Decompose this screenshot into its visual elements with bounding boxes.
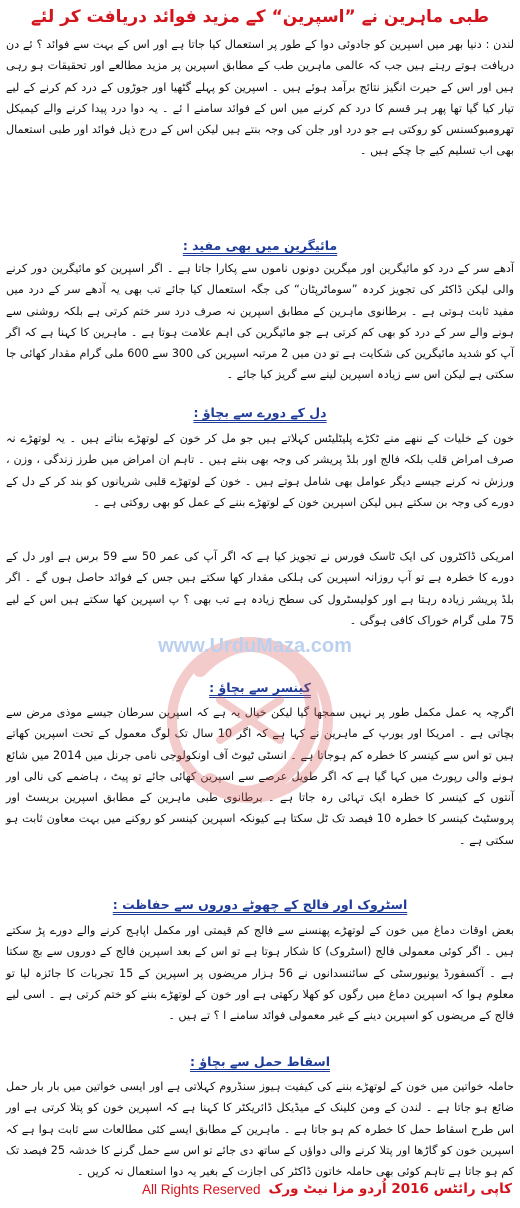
section-heading-label: دل کے دورے سے بچاؤ : [193, 405, 327, 420]
section-heading-miscarriage [0, 1052, 520, 1072]
section-heading-cancer [0, 678, 520, 698]
page-title: طبی ماہرین نے ”اسپرین“ کے مزید فوائد دریافت کر لئے [30, 7, 490, 27]
heart-paragraph-2: امریکی ڈاکٹروں کی ایک ٹاسک فورس نے تجویز کیا ہے کہ اگر آپ کی عمر 50 سے 59 برس ہے اور دل کے دورے کا خطرہ ہے تو آپ روزانہ اسپرین کی ہلکی مقدار کھا سکتے ہیں جس کے فوائد حاصل ہوں گے ۔ اگر بلڈ پریشر زیادہ رہتا ہے اور کولیسٹرول کی سطح زیادہ ہے تب بھی ؟ پ اسپرین کھا سکتے ہیں اس کے لیے 75 ملی گرام خوراک کافی ہوگی ۔ [6, 550, 514, 627]
section-heading-label: اسٹروک اور فالج کے چھوٹے دوروں سے حفاظت : [112, 897, 408, 912]
section-heading-heart [0, 403, 520, 423]
cancer-paragraph: اگرچہ یہ عمل مکمل طور پر نہیں سمجھا گیا لیکن خیال یہ ہے کہ اسپرین سرطان جیسے موذی مرض سے بچاتی ہے ۔ امریکا اور یورپ کے ماہرین نے کہا ہے کہ اگر 10 سال تک لوگ معمول کے تحت اسپرین کھاتے ہیں تو اس سے کینسر کا خطرہ کم ہوجاتا ہے ۔ انسٹی ٹیوٹ آف اونکولوجی نامی جرنل میں 2014 میں شائع ہونے والی رپورٹ میں کہا گیا ہے کہ اگر طویل عرصے سے اسپرین کھائی جائے تو پیٹ ، ہاضمے کی نالی اور آنتوں کے کینسر کا خطرہ ایک تہائی رہ جاتا ہے ۔ برطانوی طبی ماہرین کے مطابق اسپرین بریسٹ اور پروسٹیٹ کینسر کا خطرہ 10 فیصد تک ٹل سکتا ہے کیونکہ اسپرین کینسر کو روکنے میں بہت معاون ثابت ہو سکتی ہے ۔ [6, 706, 514, 847]
section-heading-label: اسقاط حمل سے بچاؤ : [190, 1054, 330, 1069]
copyright-text: کاپی رائٹس 2016 اُردو مزا نیٹ ورک [268, 1181, 512, 1197]
watermark-text: www.UrduMaza.com [158, 635, 352, 657]
section-heading-label: کینسر سے بچاؤ : [209, 680, 311, 695]
section-heading-stroke [0, 895, 520, 915]
section-heading-migraine [0, 236, 520, 256]
all-rights-reserved-text: All Rights Reserved [142, 1182, 261, 1197]
intro-paragraph: لندن : دنیا بھر میں اسپرین کو جادوئی دوا کے طور پر استعمال کیا جاتا ہے اور اس کے بہت سے فوائد ؟ ئے دن دریافت ہوتے رہتے ہیں جب کہ عالمی ماہرین طب کے مطابق اسپرین پر مزید مطالعے اور تحقیقات ہو رہی ہیں اور اس کے حیرت انگیز نتائج برآمد ہوئے ہیں ۔ اسپرین کو پہلے گٹھیا اور جوڑوں کے درد کم کرنے کے لیے تیار کیا گیا تھا پھر ہر قسم کا درد کم کرنے میں اس کے فوائد سامنے ا ئے ۔ یہ دوا درد پیدا کرنے والے کیمیکل تھرومبوکسنس کو روکتی ہے جو درد اور جلن کی وجہ بنتے ہیں لیکن اس کے درج ذیل فوائد اور طبی استعمال بھی اب تسلیم کیے جا چکے ہیں ۔ [6, 38, 514, 158]
section-heading-label: مائیگرین میں بھی مفید : [182, 238, 338, 253]
migraine-paragraph: آدھے سر کے درد کو مائیگرین اور میگرین دونوں ناموں سے پکارا جاتا ہے ۔ اگر اسپرین کو مائیگرین دور کرنے والی لیکن ڈاکٹر کی تجویز کردہ ”سوماٹرپٹان“ کی جگہ استعمال کیا جائے تب بھی یہ آدھے سر کے درد میں مفید ثابت ہوتی ہے ۔ برطانوی ماہرین کے مطابق اسپرین نہ صرف درد سر ختم کرتی ہے بلکہ روشنی سے ہونے والے سر کے درد کو بھی کم کرتی ہے جو مائیگرین کی اہم علامت ہوتا ہے ۔ ماہرین کا کہنا ہے کہ اگر آپ کو شدید مائیگرین کی شکایت ہے تو دن میں 2 مرتبہ اسپرین کی 300 سے 600 ملی گرام مقدار کھائی جا سکتی ہے لیکن اس سے زیادہ اسپرین لینے سے گریز کیا جائے ۔ [6, 262, 515, 382]
stroke-paragraph: بعض اوقات دماغ میں خون کے لوتھڑے پھنسنے سے فالج کم قیمتی اور مکمل اپاہج کرنے والے دورے پڑ سکتے ہیں ۔ اگر کوئی معمولی فالج (اسٹروک) کا شکار ہوتا ہے تو اس کے بعد اسپرین فالج کے دوروں سے بچ سکتا ہے ۔ آکسفورڈ یونیورسٹی کے سائنسدانوں نے 56 ہزار مریضوں پر اسپرین کے 15 تجربات کا جائزہ لیا تو معلوم ہوا کہ اسپرین دماغ میں رگوں کو کھلا رکھتی ہے اور خون کے لوتھڑے بننے کو ختم کرتی ہے ۔ اسی لیے فالج کے مریضوں کو اسپرین دینے کے غیر معمولی فوائد سامنے ا ؟ تے ہیں ۔ [6, 924, 514, 1023]
heart-paragraph: خون کے خلیات کے ننھے منے ٹکڑے پلیٹلیٹس کہلاتے ہیں جو مل کر خون کے لوتھڑے بناتے ہیں ۔ یہ لوتھڑے نہ صرف امراض قلب بلکہ فالج اور بلڈ پریشر کی وجہ بھی بنتے ہیں ۔ تاہم ان امراض میں طرز زندگی ، وزن ، ورزش نہ کرنے جیسے دیگر عوامل بھی شامل ہوتے ہیں ۔ خون کے لوتھڑے قلبی شریانوں کو بند کر کے دل کے دورے کی وجہ بن سکتے ہیں لیکن اسپرین خون کے لوتھڑے بننے کے عمل کو بھی روکتی ہے ۔ [6, 432, 514, 509]
miscarriage-paragraph: حاملہ خواتین میں خون کے لوتھڑے بننے کی کیفیت ہیوز سنڈروم کہلاتی ہے اور ایسی خواتین میں بار بار حمل ضائع ہو جاتا ہے ۔ لندن کے ومن کلینک کے میڈیکل ڈائریکٹر کا کہنا ہے کہ اسپرین خون کو پتلا کرتی ہے اور اس طرح اسقاط حمل کا خطرہ کم ہو جاتا ہے ۔ ماہرین کے مطابق ایسے کئی مطالعات سے ثابت ہوا ہے کہ اسپرین خون کو گاڑھا اور پتلا کرنے والی دواؤں کے ساتھ دی جائے تو اس سے حمل گرنے کا خدشہ 25 فیصد تک کم ہو جاتا ہے تاہم کوئی بھی حاملہ خاتون ڈاکٹر کی اجازت کے بغیر یہ دوا استعمال نہ کریں ۔ [6, 1080, 514, 1179]
